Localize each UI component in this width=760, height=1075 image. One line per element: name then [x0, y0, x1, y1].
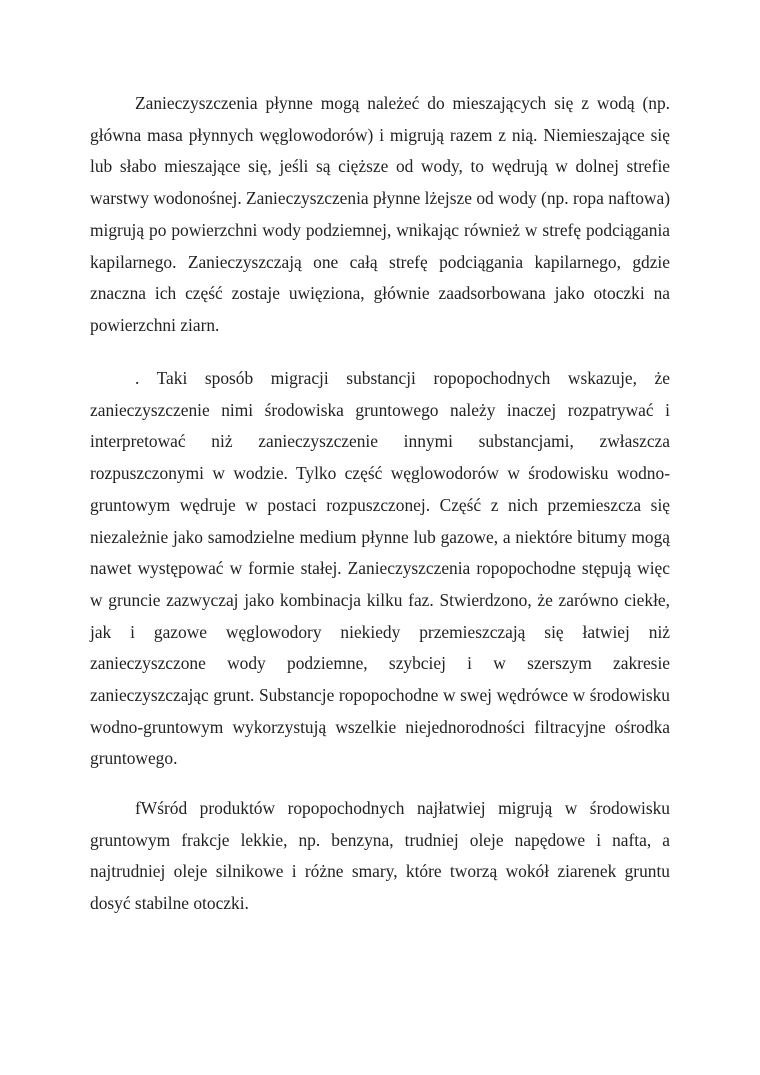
paragraph-migration-method: . Taki sposób migracji substancji ropopochodnych wskazuje, że zanieczyszczenie nimi środowiska gruntowego należy inaczej rozpatrywać i interpretować niż zanieczyszczenie innymi substancjami, zwłaszcza rozpuszczonymi w wodzie. Tylko część węglowodorów w środowisku wodno-gruntowym wędruje w postaci rozpuszczonej. Część z nich przemieszcza się niezależnie jako samodzielne medium płynne lub gazowe, a niektóre bitumy mogą nawet występować w formie stałej. Zanieczyszczenia ropopochodne stępują więc w gruncie zazwyczaj jako kombinacja kilku faz. Stwierdzono, że zarówno ciekłe, jak i gazowe węglowodory niekiedy przemieszczają się łatwiej niż zanieczyszczone wody podziemne, szybciej i w szerszym zakresie zanieczyszczając grunt. Substancje ropopochodne w swej wędrówce w środowisku wodno-gruntowym wykorzystują wszelkie niejednorodności filtracyjne ośrodka gruntowego.	[90, 368, 670, 769]
paragraph-petroleum-products: fWśród produktów ropopochodnych najłatwiej migrują w środowisku gruntowym frakcje lekkie, np. benzyna, trudniej oleje napędowe i nafta, a najtrudniej oleje silnikowe i różne smary, które tworzą wokół ziarenek gruntu dosyć stabilne otoczki.	[90, 798, 670, 914]
paragraph-liquid-contaminants: Zanieczyszczenia płynne mogą należeć do mieszających się z wodą (np. główna masa płynnych węglowodorów) i migrują razem z nią. Niemieszające się lub słabo mieszające się, jeśli są cięższe od wody, to wędrują w dolnej strefie warstwy wodonośnej. Zanieczyszczenia płynne lżejsze od wody (np. ropa naftowa) migrują po powierzchni wody podziemnej, wnikając również w strefę podciągania kapilarnego. Zanieczyszczają one całą strefę podciągania kapilarnego, gdzie znaczna ich część zostaje uwięziona, głównie zaadsorbowana jako otoczki na powierzchni ziarn.	[90, 93, 670, 335]
